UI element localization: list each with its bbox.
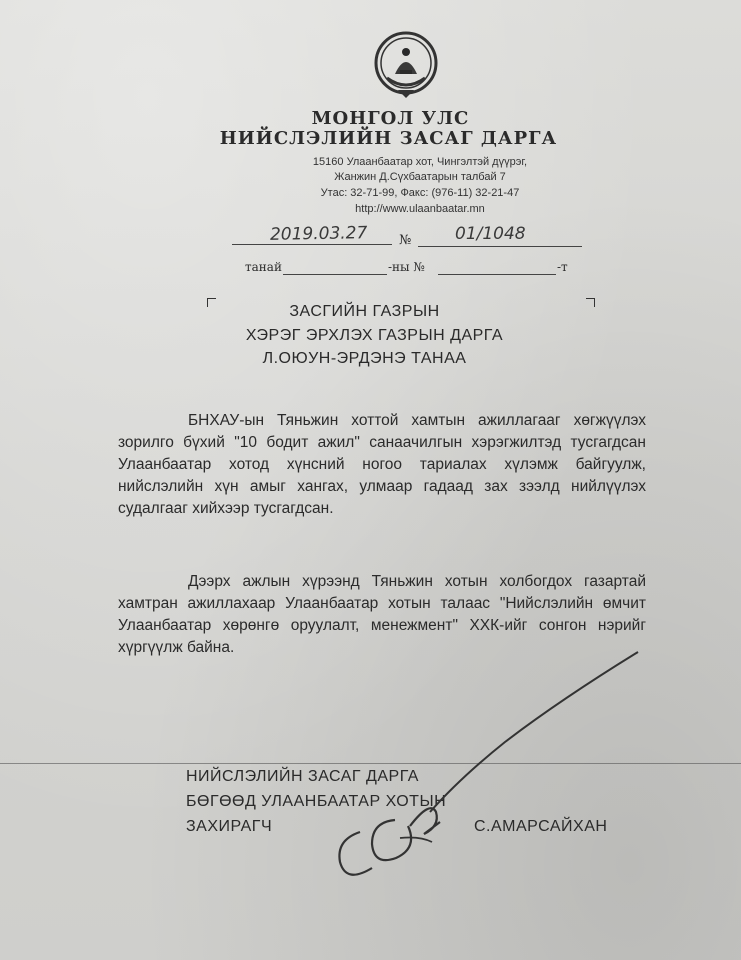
recipient-line-3: Л.ОЮУН-ЭРДЭНЭ ТАНАА	[262, 350, 467, 367]
your-ref-prefix: танай	[245, 260, 282, 274]
address-line-1: 15160 Улаанбаатар хот, Чингэлтэй дүүрэг,	[312, 156, 528, 168]
state-emblem-icon	[373, 30, 439, 102]
number-label: №	[399, 233, 412, 248]
body-paragraph-1: БНХАУ-ын Тяньжин хоттой хамтын ажиллагааг хөгжүүлэх зорилго бүхий "10 бодит ажил" санаачилгын хэрэгжилтэд тусгагдсан Улаанбаатар хотод хүнсний ногоо тариалах хүлэмж байгуулж, нийслэлийн хүн амыг хангах, улмаар гадаад зах зээлд нийлүүлэх судалгааг хийхээр тусгагдсан.	[118, 412, 646, 517]
your-ref-underline-2	[438, 274, 556, 275]
body-paragraph-2: Дээрх ажлын хүрээнд Тяньжин хотын холбогдох газартай хамтран ажиллахаар Улаанбаатар хотын талаас "Нийслэлийн өмчит Улаанбаатар хөрөнгө оруулалт, менежмент" ХХК-ийг сонгон нэрийг хүргүүлж байна.	[118, 573, 646, 656]
divider-line	[0, 763, 741, 764]
phone-fax: Утас: 32-71-99, Факс: (976-11) 32-21-47	[320, 187, 520, 199]
header-country: МОНГОЛ УЛС	[311, 108, 470, 129]
date-underline	[232, 244, 392, 245]
signatory-title-2: БӨГӨӨД УЛААНБААТАР ХОТЫН	[186, 793, 447, 810]
header-office: НИЙСЛЭЛИЙН ЗАСАГ ДАРГА	[219, 128, 558, 149]
your-ref-underline-1	[283, 274, 387, 275]
signatory-title-3: ЗАХИРАГЧ	[186, 818, 273, 835]
signatory-title-1: НИЙСЛЭЛИЙН ЗАСАГ ДАРГА	[186, 768, 419, 785]
signatory-name: С.АМАРСАЙХАН	[474, 818, 608, 835]
website: http://www.ulaanbaatar.mn	[355, 203, 485, 215]
recipient-line-2: ХЭРЭГ ЭРХЛЭХ ГАЗРЫН ДАРГА	[245, 327, 504, 344]
your-ref-mid: -ны №	[388, 260, 425, 274]
handwritten-date: 2019.03.27	[269, 223, 368, 245]
address-line-2: Жанжин Д.Сүхбаатарын талбай 7	[334, 171, 506, 183]
recipient-line-1: ЗАСГИЙН ГАЗРЫН	[289, 303, 440, 320]
number-underline	[418, 246, 582, 247]
your-ref-suffix: -т	[557, 260, 568, 274]
handwritten-number: 01/1048	[455, 224, 526, 244]
